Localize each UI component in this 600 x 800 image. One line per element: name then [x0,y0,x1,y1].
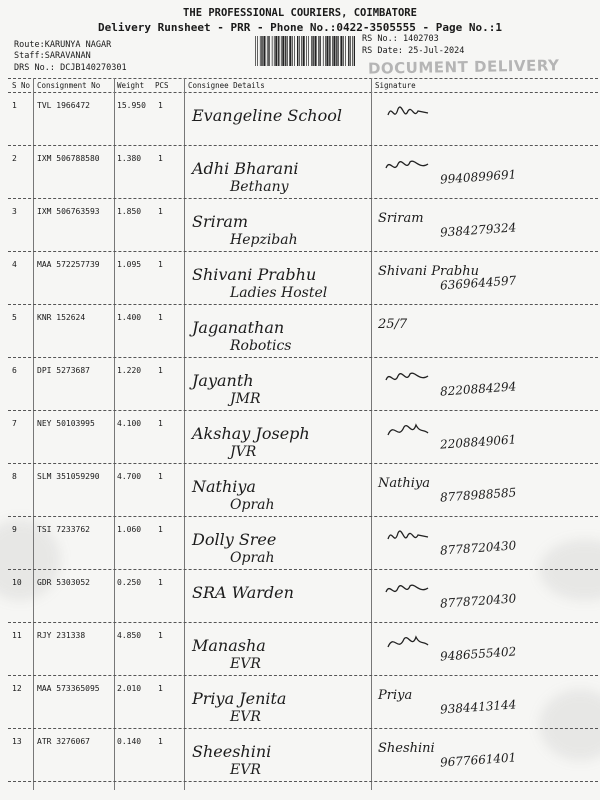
signature-phone: 9677661401 [439,750,517,770]
consignee-name: SRA Warden [192,583,294,602]
signature-name: Shivani Prabhu [378,264,479,279]
signature-phone: 2208849061 [439,432,517,452]
row-consignment-no: GDR 5303052 [37,578,90,587]
signature-phone: 8220884294 [439,379,517,399]
route-line [14,40,111,50]
row-consignment-no: IXM 506788580 [37,154,100,163]
row-divider [8,622,598,623]
row-divider [8,357,598,358]
row-weight: 0.250 [117,578,142,587]
staff-label: Staff: [14,51,45,61]
row-weight: 1.400 [117,313,142,322]
row-sno: 9 [12,525,17,534]
consignee-location: JMR [230,391,261,407]
row-consignment-no: DPI 5273687 [37,366,90,375]
row-pcs: 1 [158,684,163,693]
rs-date-line [362,46,464,56]
rs-no-label: RS No.: [362,34,398,44]
row-divider [8,410,598,411]
row-sno: 2 [12,154,17,163]
consignee-name: Sriram [192,212,249,231]
row-pcs: 1 [158,313,163,322]
consignee-name: Priya Jenita [192,689,287,708]
consignee-name: Sheeshini [192,742,272,761]
signature-phone: 9384279324 [439,220,517,240]
row-sno: 11 [12,631,22,640]
consignee-location: Hepzibah [230,232,298,248]
row-consignment-no: MAA 572257739 [37,260,100,269]
row-divider [8,198,598,199]
row-consignment-no: KNR 152624 [37,313,86,322]
row-sno: 13 [12,737,22,746]
row-consignment-no: RJY 231338 [37,631,86,640]
col-weight-header: Weight [117,81,145,90]
row-pcs: 1 [158,260,163,269]
row-divider [8,463,598,464]
barcode-icon [255,36,355,66]
signature-scribble [384,366,434,390]
consignee-location: Ladies Hostel [230,285,328,301]
row-weight: 15.950 [117,101,146,110]
row-sno: 10 [12,578,22,587]
col-signature-header: Signature [375,81,416,90]
row-consignment-no: SLM 351059290 [37,472,100,481]
signature-scribble [384,525,434,549]
column-divider [33,78,34,790]
signature-name: 25/7 [378,317,408,332]
consignee-name: Manasha [192,636,266,655]
column-divider [184,78,185,790]
signature-name: Nathiya [378,476,430,491]
signature-phone: 8778988585 [439,485,517,505]
consignee-name: Evangeline School [192,106,342,125]
row-weight: 1.850 [117,207,142,216]
consignee-location: Robotics [230,338,292,354]
row-divider [8,145,598,146]
signature-phone: 6369644597 [439,273,517,293]
signature-name: Sheshini [378,741,435,756]
consignee-name: Shivani Prabhu [192,265,317,284]
col-sno-header: S No [12,81,31,90]
consignee-name: Jaganathan [192,318,285,337]
signature-name: Priya [378,688,413,703]
row-consignment-no: NEY 50103995 [37,419,95,428]
row-sno: 3 [12,207,17,216]
consignee-name: Akshay Joseph [192,424,310,443]
staff-line [14,51,91,61]
row-divider [8,251,598,252]
row-weight: 2.010 [117,684,142,693]
consignee-name: Nathiya [192,477,256,496]
header-top-rule [8,78,598,79]
row-consignment-no: IXM 506763593 [37,207,100,216]
signature-scribble [384,101,434,125]
drs-label: DRS No.: [14,63,55,73]
signature-scribble [384,154,434,178]
column-divider [114,78,115,790]
row-pcs: 1 [158,578,163,587]
rs-no-line [362,34,439,44]
consignee-location: EVR [230,762,261,778]
row-divider [8,304,598,305]
consignee-name: Dolly Sree [192,530,277,549]
row-pcs: 1 [158,366,163,375]
consignee-name: Adhi Bharani [192,159,299,178]
row-pcs: 1 [158,419,163,428]
row-weight: 1.380 [117,154,142,163]
row-consignment-no: MAA 573365095 [37,684,100,693]
signature-phone: 9486555402 [439,644,517,664]
signature-phone: 9940899691 [439,167,517,187]
consignee-location: Oprah [230,497,275,513]
row-weight: 4.100 [117,419,142,428]
row-sno: 1 [12,101,17,110]
col-details-header: Consignee Details [188,81,265,90]
signature-name: Sriram [378,211,424,226]
signature-scribble [384,419,434,443]
row-pcs: 1 [158,737,163,746]
rs-date-label: RS Date: [362,46,403,56]
consignee-name: Jayanth [192,371,254,390]
row-sno: 4 [12,260,17,269]
row-divider [8,728,598,729]
row-sno: 6 [12,366,17,375]
route-label: Route: [14,40,45,50]
signature-scribble [384,578,434,602]
consignee-location: Bethany [230,179,289,195]
signature-phone: 9384413144 [439,697,517,717]
row-consignment-no: TSI 7233762 [37,525,90,534]
rs-date-value: 25-Jul-2024 [408,46,465,56]
document-delivery-stamp: DOCUMENT DELIVERY [367,56,560,78]
row-consignment-no: ATR 3276067 [37,737,90,746]
col-consignment-header: Consignment No [37,81,101,90]
route-value: KARUNYA NAGAR [44,40,112,50]
row-weight: 4.850 [117,631,142,640]
staff-value: SARAVANAN [44,51,91,61]
row-pcs: 1 [158,154,163,163]
row-pcs: 1 [158,472,163,481]
row-sno: 12 [12,684,22,693]
row-sno: 5 [12,313,17,322]
consignee-location: EVR [230,709,261,725]
consignee-location: JVR [230,444,257,460]
consignee-location: EVR [230,656,261,672]
row-divider [8,675,598,676]
drs-line [14,63,127,73]
row-divider [8,569,598,570]
row-consignment-no: TVL 1966472 [37,101,90,110]
col-pcs-header: PCS [155,81,169,90]
row-pcs: 1 [158,101,163,110]
row-divider [8,781,598,782]
drs-value: DCJB140270301 [60,63,127,73]
row-weight: 1.095 [117,260,142,269]
row-weight: 1.220 [117,366,142,375]
signature-phone: 8778720430 [439,538,517,558]
rs-no-value: 1402703 [402,34,439,44]
row-divider [8,516,598,517]
signature-scribble [384,631,434,655]
row-pcs: 1 [158,207,163,216]
row-sno: 7 [12,419,17,428]
row-weight: 4.700 [117,472,142,481]
row-pcs: 1 [158,525,163,534]
row-weight: 0.140 [117,737,142,746]
consignee-location: Oprah [230,550,275,566]
header-bottom-rule [8,92,598,93]
runsheet-title: Delivery Runsheet - PRR - Phone No.:0422-3505555 - Page No.:1 [98,21,502,34]
company-title: THE PROFESSIONAL COURIERS, COIMBATORE [183,7,417,19]
column-divider [371,78,372,790]
row-sno: 8 [12,472,17,481]
row-weight: 1.060 [117,525,142,534]
signature-phone: 8778720430 [439,591,517,611]
row-pcs: 1 [158,631,163,640]
